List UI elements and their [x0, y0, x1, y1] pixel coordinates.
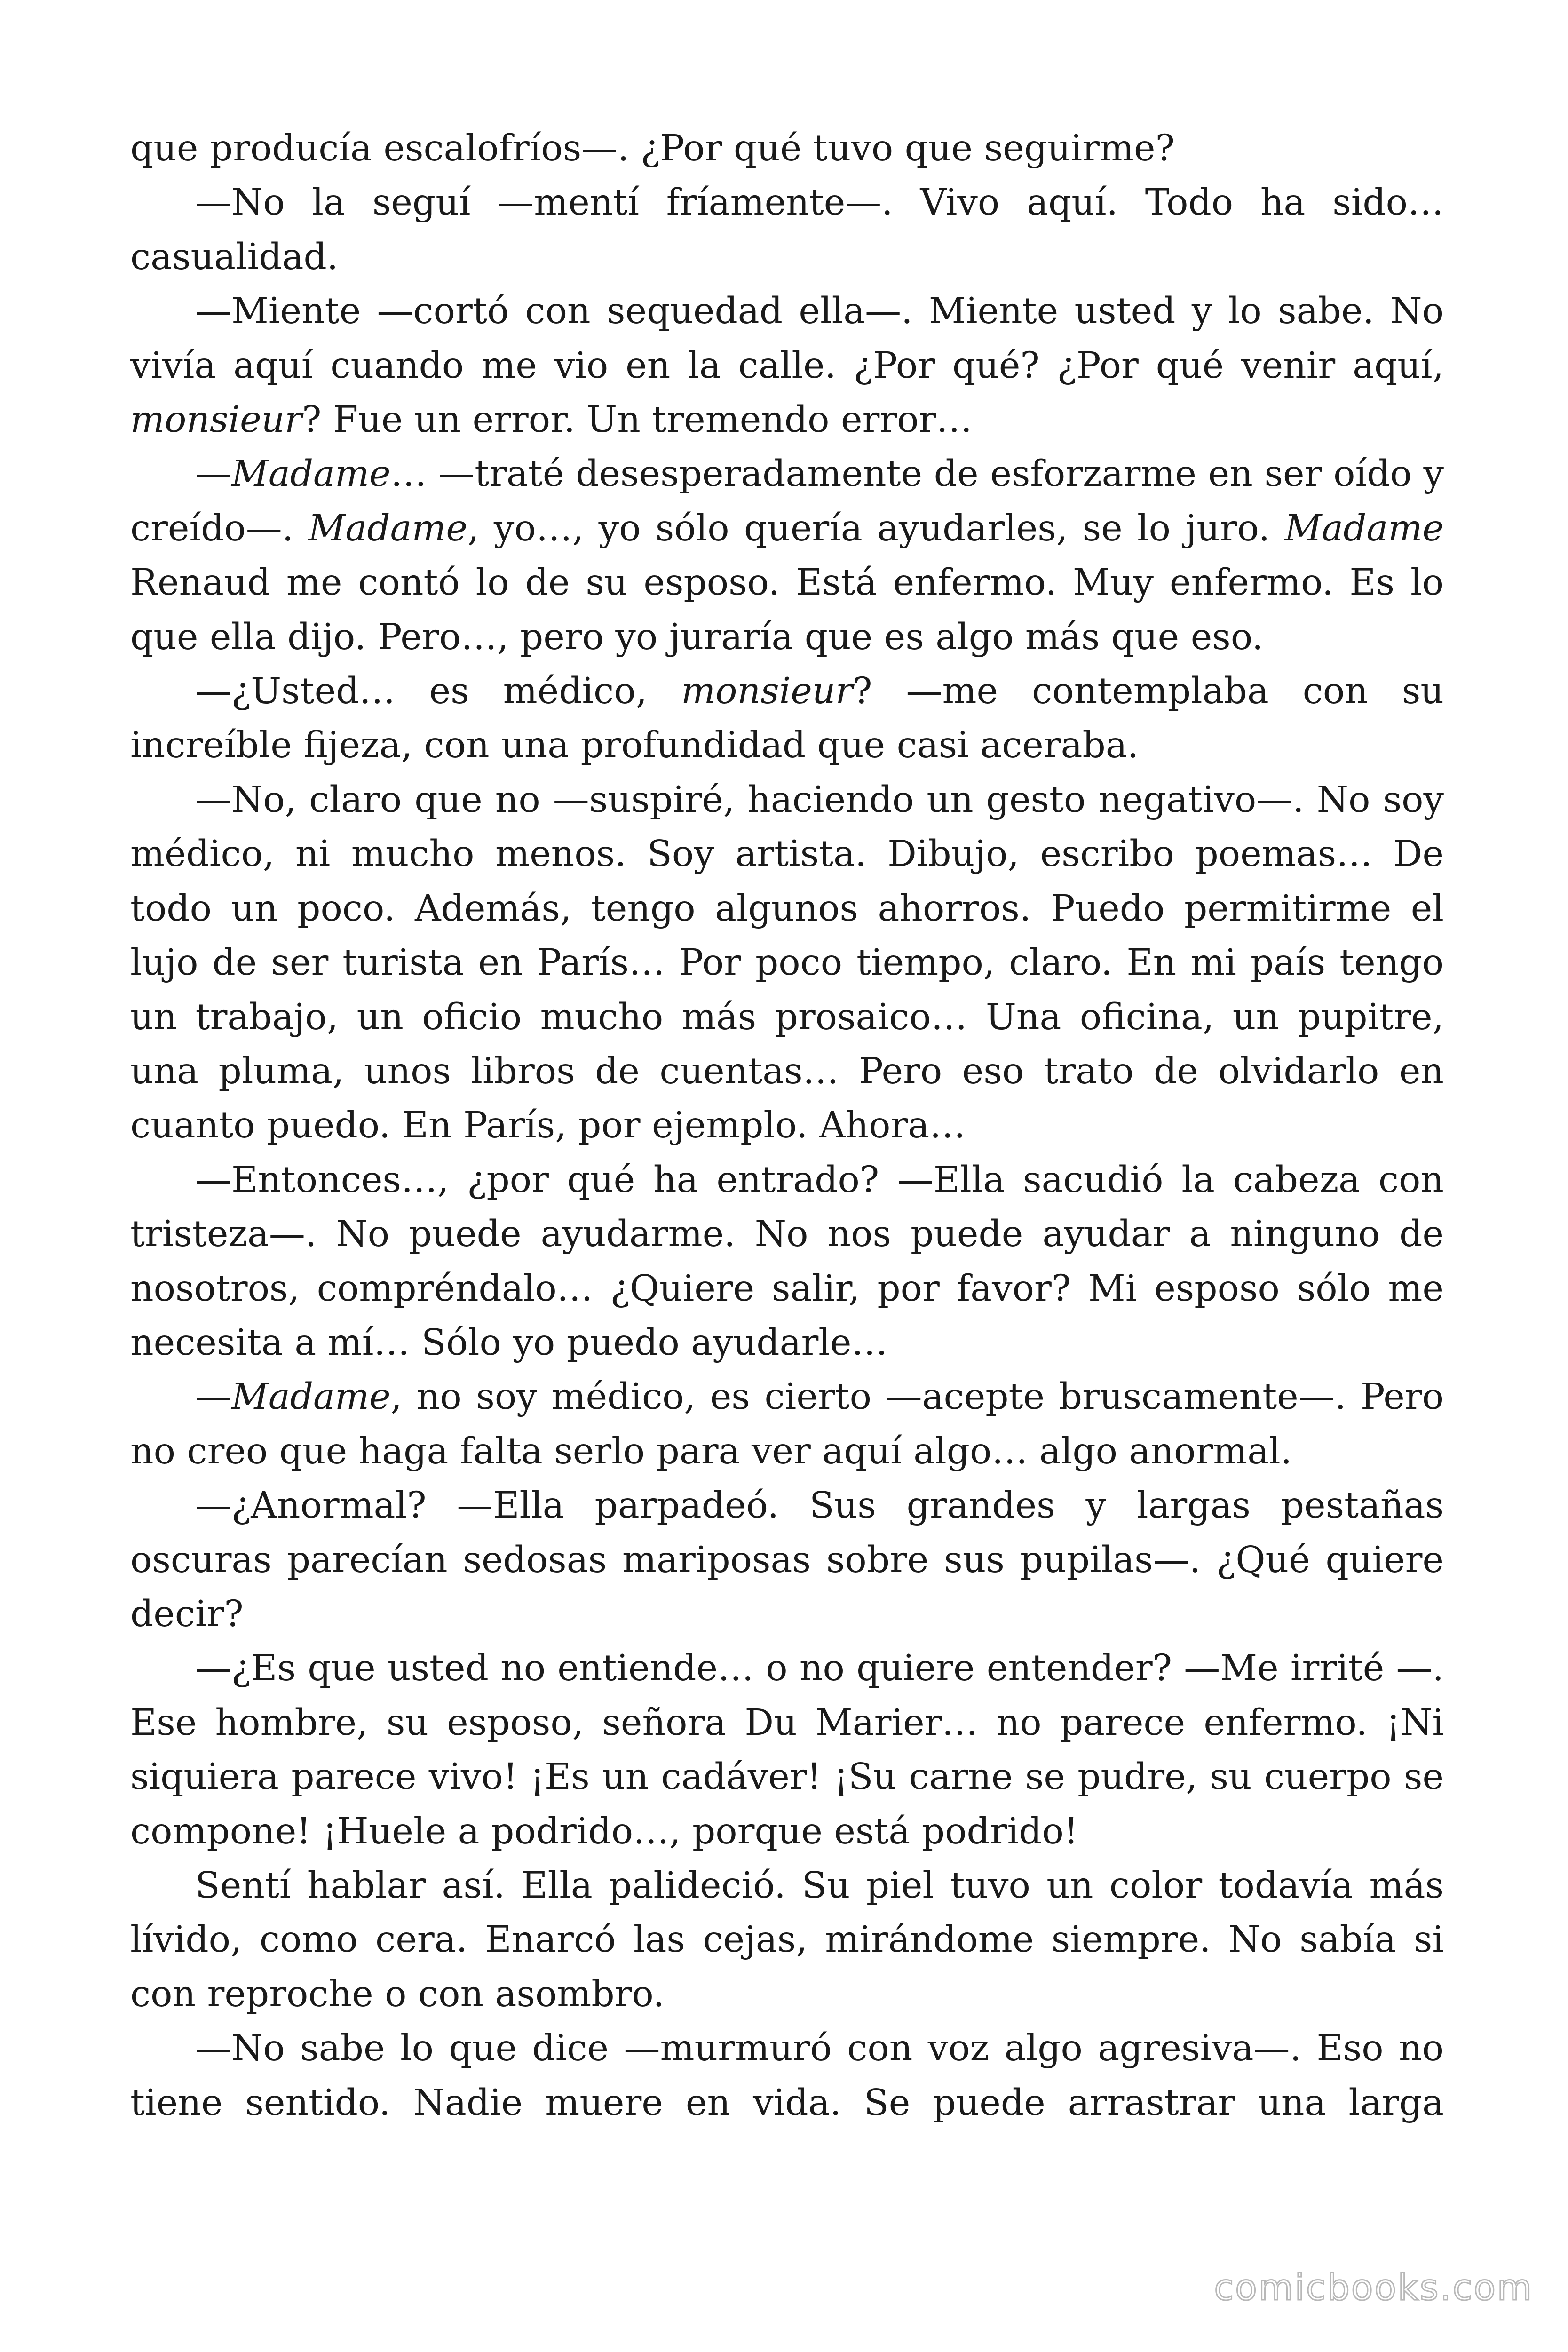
paragraph-6	[130, 773, 1444, 1153]
text-segment: —No, claro que no —suspiré, haciendo un gesto negativo—. No soy médico, ni mucho menos. Soy artista. Dibujo, escribo poemas… De todo un poco. Además, tengo algunos ahorros. Puedo permitirme el lujo de ser turista en París… Por poco tiempo, claro. En mi país tengo un trabajo, un oficio mucho más prosaico… Una oficina, un pupitre, una pluma, unos libros de cuentas… Pero eso trato de olvidarlo en cuanto puedo. En París, por ejemplo. Ahora…	[130, 779, 1444, 1147]
italic-text: Madame	[1284, 507, 1444, 549]
text-segment: , no soy médico, es cierto —acepte bruscamente—. Pero no creo que haga falta serlo para ver aquí algo… algo anormal.	[130, 1376, 1444, 1472]
paragraph-12	[130, 2021, 1444, 2130]
italic-text: monsieur	[681, 670, 853, 713]
text-segment: ? —me contemplaba con su increíble fijeza, con una profundidad que casi aceraba.	[130, 670, 1444, 767]
text-segment: —¿Anormal? —Ella parpadeó. Sus grandes y largas pestañas oscuras parecían sedosas mariposas sobre sus pupilas—. ¿Qué quiere decir?	[130, 1485, 1444, 1635]
watermark: comicbooks.com	[1214, 2266, 1533, 2308]
paragraph-7	[130, 1153, 1444, 1370]
italic-text: Madame	[231, 1376, 391, 1418]
italic-text: Madame	[231, 453, 391, 495]
text-segment: Renaud me contó lo de su esposo. Está enfermo. Muy enfermo. Es lo que ella dijo. Pero…, pero yo juraría que es algo más que eso.	[130, 562, 1444, 658]
paragraph-5	[130, 664, 1444, 773]
text-segment: —¿Usted… es médico,	[195, 670, 681, 713]
text-segment: —Miente —cortó con sequedad ella—. Miente usted y lo sabe. No vivía aquí cuando me vio en la calle. ¿Por qué? ¿Por qué venir aquí,	[130, 290, 1444, 387]
paragraph-11	[130, 1859, 1444, 2021]
text-segment: que producía escalofríos—. ¿Por qué tuvo que seguirme?	[130, 127, 1175, 169]
paragraph-8	[130, 1370, 1444, 1478]
text-segment: , yo…, yo sólo quería ayudarles, se lo juro.	[467, 507, 1285, 549]
text-segment: —	[195, 453, 231, 495]
paragraph-9	[130, 1478, 1444, 1641]
paragraph-10	[130, 1641, 1444, 1859]
paragraph-1	[130, 121, 1444, 175]
italic-text: Madame	[308, 507, 468, 549]
text-segment: —No la seguí —mentí fríamente—. Vivo aquí. Todo ha sido… casualidad.	[130, 182, 1444, 278]
text-segment: ? Fue un error. Un tremendo error…	[302, 399, 973, 441]
text-segment: Sentí hablar así. Ella palideció. Su piel tuvo un color todavía más lívido, como cera. Enarcó las cejas, mirándome siempre. No sabía si con reproche o con asombro.	[130, 1865, 1444, 2015]
text-segment: —No sabe lo que dice —murmuró con voz algo agresiva—. Eso no tiene sentido. Nadie muere en vida. Se puede arrastrar una larga	[130, 2027, 1444, 2124]
text-segment: … —traté desesperadamente de esforzarme en ser oído y creído—.	[130, 453, 1444, 549]
text-segment: —Entonces…, ¿por qué ha entrado? —Ella sacudió la cabeza con tristeza—. No puede ayudarme. No nos puede ayudar a ninguno de nosotros, compréndalo… ¿Quiere salir, por favor? Mi esposo sólo me necesita a mí… Sólo yo puedo ayudarle…	[130, 1159, 1444, 1364]
paragraph-2	[130, 175, 1444, 284]
text-segment: —	[195, 1376, 231, 1418]
italic-text: monsieur	[130, 399, 302, 441]
paragraph-4	[130, 447, 1444, 664]
page-body-text	[130, 121, 1444, 2130]
paragraph-3	[130, 284, 1444, 447]
text-segment: —¿Es que usted no entiende… o no quiere entender? —Me irrité —. Ese hombre, su esposo, señora Du Marier… no parece enfermo. ¡Ni siquiera parece vivo! ¡Es un cadáver! ¡Su carne se pudre, su cuerpo se compone! ¡Huele a podrido…, porque está podrido!	[130, 1647, 1444, 1852]
